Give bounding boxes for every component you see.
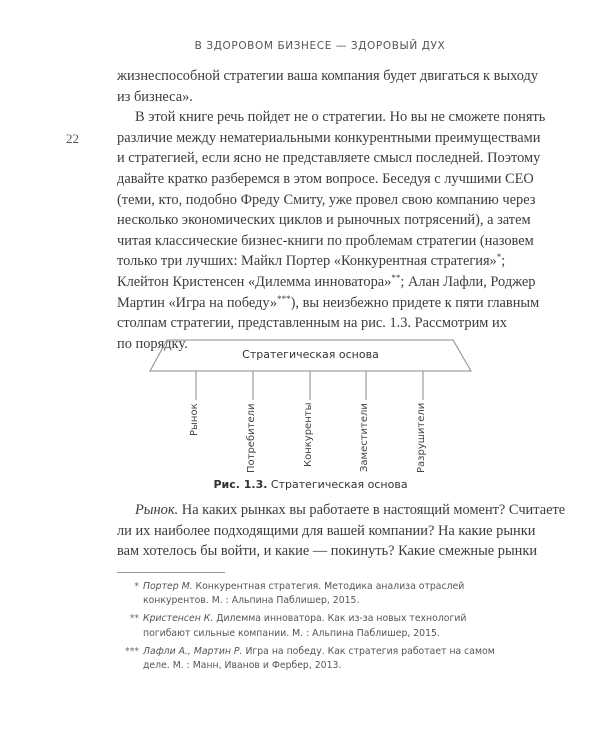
footnote-text: Конкурентная стратегия. Методика анализа отраслей конкурентов. М. : Альпина Паблишер, 2015. (143, 581, 465, 607)
text-segment: ), вы неизбежно придете к пяти главным (290, 294, 540, 311)
pillar-label-market: Рынок (189, 403, 200, 436)
text-line (117, 500, 566, 521)
footnote-1 (117, 580, 507, 608)
text-line (117, 251, 504, 272)
pillar-label-competitors: Конкуренты (303, 402, 314, 467)
figure-caption (150, 478, 471, 491)
footnote-3 (117, 645, 507, 673)
footnote-mark: ** (129, 613, 139, 625)
footnote-text: Игра на победу. Как стратегия работает на самом деле. М. : Манн, Иванов и Фербер, 2013. (143, 645, 495, 672)
paragraph-market (117, 500, 566, 562)
text-line: (теми, кто, подобно Фреду Смиту, уже провел свою компанию через (117, 191, 536, 208)
footnote-ref-2[interactable]: ** (391, 272, 401, 283)
pillar-label-consumers: Потребители (246, 403, 257, 473)
section-lead-market: Рынок. (135, 502, 179, 518)
text-line: ли их наиболее подходящими для вашей компании? На какие рынки (117, 522, 536, 539)
running-head: В ЗДОРОВОМ БИЗНЕСЕ — ЗДОРОВЫЙ ДУХ (194, 40, 446, 52)
pillar-label-disruptors: Разрушители (416, 402, 427, 473)
footnote-author: Лафли А., Мартин Р. (143, 645, 243, 657)
footnote-2 (117, 612, 507, 640)
text-line (117, 272, 536, 293)
footnote-separator (117, 572, 225, 573)
footnote-ref-3[interactable]: *** (277, 293, 291, 304)
text-segment: Клейтон Кристенсен «Дилемма инноватора» (117, 273, 392, 290)
figure-number: Рис. 1.3. (213, 478, 268, 491)
text-line: вам хотелось бы войти, и какие — покинуть? Какие смежные рынки (117, 543, 538, 560)
footnote-text: Дилемма инноватора. Как из-за новых технологий погибают сильные компании. М. : Альпина Паблишер, 2015. (143, 613, 467, 639)
paragraph-continuation (117, 66, 539, 107)
footnotes (117, 580, 507, 677)
text-line: давайте кратко разберемся в этом вопросе. Беседуя с лучшими CEO (117, 170, 534, 187)
footnote-mark: * (134, 581, 139, 592)
text-line: и стратегией, если ясно не представляете смысл последней. Поэтому (117, 150, 541, 167)
page-number: 22 (66, 131, 79, 146)
figure-caption-text: Стратегическая основа (267, 478, 408, 491)
paragraph-strategy-intro (117, 107, 546, 354)
footnote-author: Портер М. (143, 581, 193, 592)
text-line: различие между нематериальными конкурентными преимуществами (117, 129, 541, 146)
text-line: несколько экономических циклов и рыночных потрясений), а затем (117, 212, 531, 229)
footnote-author: Кристенсен К. (143, 613, 214, 625)
text-line: В этой книге речь пойдет не о стратегии. Но вы не сможете понять (135, 109, 546, 126)
figure-title: Стратегическая основа (242, 348, 379, 361)
text-segment: На каких рынках вы работаете в настоящий момент? Считаете (178, 502, 566, 518)
footnote-mark: *** (125, 645, 139, 657)
text-segment: Мартин «Игра на победу» (117, 294, 278, 311)
text-line: по порядку. (117, 335, 188, 352)
text-line (117, 293, 540, 314)
text-line: из бизнеса». (117, 88, 193, 105)
footnote-ref-1[interactable]: * (496, 252, 502, 263)
body-text-top (117, 66, 546, 354)
text-line: жизнеспособной стратегии ваша компания будет двигаться к выходу (117, 68, 539, 84)
text-segment: ; Алан Лафли, Роджер (400, 273, 536, 290)
body-text-market (117, 500, 566, 562)
text-segment: только три лучших: Майкл Портер «Конкурентная стратегия» (117, 253, 497, 270)
text-line: читая классические бизнес-книги по проблемам стратегии (назовем (117, 232, 534, 249)
text-segment: ; (501, 253, 506, 270)
text-line: столпам стратегии, представленным на рис. 1.3. Рассмотрим их (117, 315, 507, 332)
pillar-label-substitutes: Заместители (359, 403, 370, 472)
